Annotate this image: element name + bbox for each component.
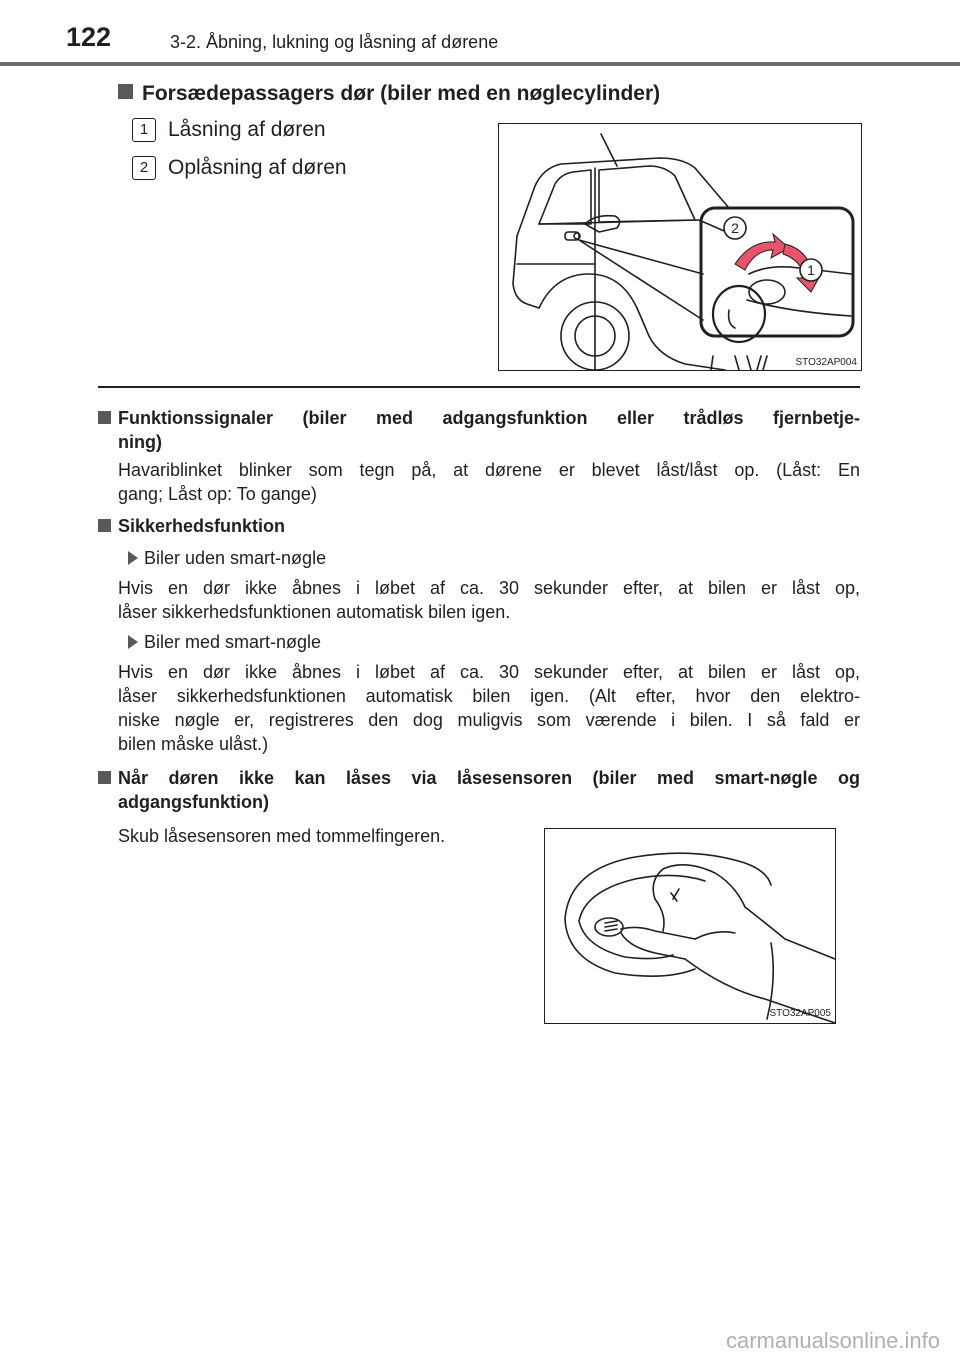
section-title-line1: Funktionssignaler (biler med adgangsfunktion eller trådløs fjernbetje- [118, 408, 860, 428]
body-line: låser sikkerhedsfunktionen automatisk bilen igen. (Alt efter, hvor den elektro- [118, 686, 860, 706]
list-item-unlock [132, 156, 347, 180]
section-title-text: Forsædepassagers dør (biler med en nøglecylinder) [142, 82, 661, 105]
callout-line-lower [579, 240, 703, 320]
body-line: Hvis en dør ikke åbnes i løbet af ca. 30 sekunder efter, at bilen er låst op, [118, 662, 860, 682]
rear-window [599, 166, 695, 222]
thumb-top [621, 927, 695, 939]
arrow-unlock-icon [735, 234, 789, 270]
section-title-passenger-door [118, 82, 660, 106]
chapter-title: 3-2. Åbning, lukning og låsning af dørene [170, 32, 499, 52]
page-header [0, 0, 960, 66]
finger-fold [655, 899, 664, 931]
handle-outline-top [565, 853, 771, 919]
sub-heading-text: Biler med smart-nøgle [144, 632, 322, 652]
number-badge: 2 [132, 156, 156, 180]
square-bullet-icon [118, 84, 133, 99]
detail-key-mark [729, 310, 735, 328]
section-title-line1: Når døren ikke kan låses via låsesensoren (biler med smart-nøgle og [118, 768, 860, 788]
body-line: Havariblinket blinker som tegn på, at dørene er blevet låst/låst op. (Låst: En [118, 460, 860, 480]
figure-lock-sensor [544, 828, 836, 1024]
callout-label-1: 1 [807, 262, 815, 278]
thumb-bottom [621, 933, 685, 959]
section-title-line2: ning) [118, 432, 162, 452]
handle-inner-top [579, 875, 705, 921]
figure-code: STO32AP004 [795, 357, 857, 368]
section-title-lock-sensor [98, 766, 860, 814]
page-number: 122 [66, 22, 112, 52]
list-item-text: Oplåsning af døren [168, 156, 347, 179]
body-line: Skub låsesensoren med tommelfingeren. [118, 826, 446, 846]
triangle-bullet-icon [128, 635, 138, 649]
front-window [539, 170, 591, 224]
list-item-text: Låsning af døren [168, 118, 326, 141]
callout-line-upper [579, 240, 703, 274]
thumb-sensor-illustration [545, 829, 835, 1023]
body-line: niske nøgle er, registreres den dog muligvis som værende i bilen. I så fald er [118, 710, 860, 730]
callout-label-2: 2 [731, 220, 739, 236]
list-item-lock [132, 118, 326, 142]
header-rule [0, 62, 960, 66]
square-bullet-icon [98, 771, 111, 784]
sub-heading-no-smart-key [128, 546, 326, 570]
triangle-bullet-icon [128, 551, 138, 565]
square-bullet-icon [98, 519, 111, 532]
detail-key-head [713, 286, 765, 342]
sub-heading-smart-key [128, 630, 321, 654]
section-title-line2: adgangsfunktion) [118, 792, 269, 812]
body-line: låser sikkerhedsfunktionen automatisk bilen igen. [118, 602, 511, 622]
palm-line [695, 932, 735, 939]
body-line: bilen måske ulåst.) [118, 734, 269, 754]
body-line: gang; Låst op: To gange) [118, 484, 317, 504]
watermark: carmanualsonline.info [725, 1328, 940, 1353]
figure-code: STO32AP005 [769, 1008, 831, 1019]
section-title-operation-signals [98, 406, 860, 454]
number-badge: 1 [132, 118, 156, 142]
figure-door-key-cylinder [498, 123, 862, 371]
section-title-text: Sikkerhedsfunktion [118, 516, 286, 536]
fingers-top [653, 865, 745, 907]
knuckle-mark [671, 889, 679, 901]
front-outline [513, 236, 539, 308]
wrist-top [745, 907, 835, 959]
section-divider [98, 386, 860, 388]
car-door-illustration [499, 124, 861, 370]
body-line: Hvis en dør ikke åbnes i løbet af ca. 30 sekunder efter, at bilen er låst op, [118, 578, 860, 598]
square-bullet-icon [98, 411, 111, 424]
sub-heading-text: Biler uden smart-nøgle [144, 548, 327, 568]
